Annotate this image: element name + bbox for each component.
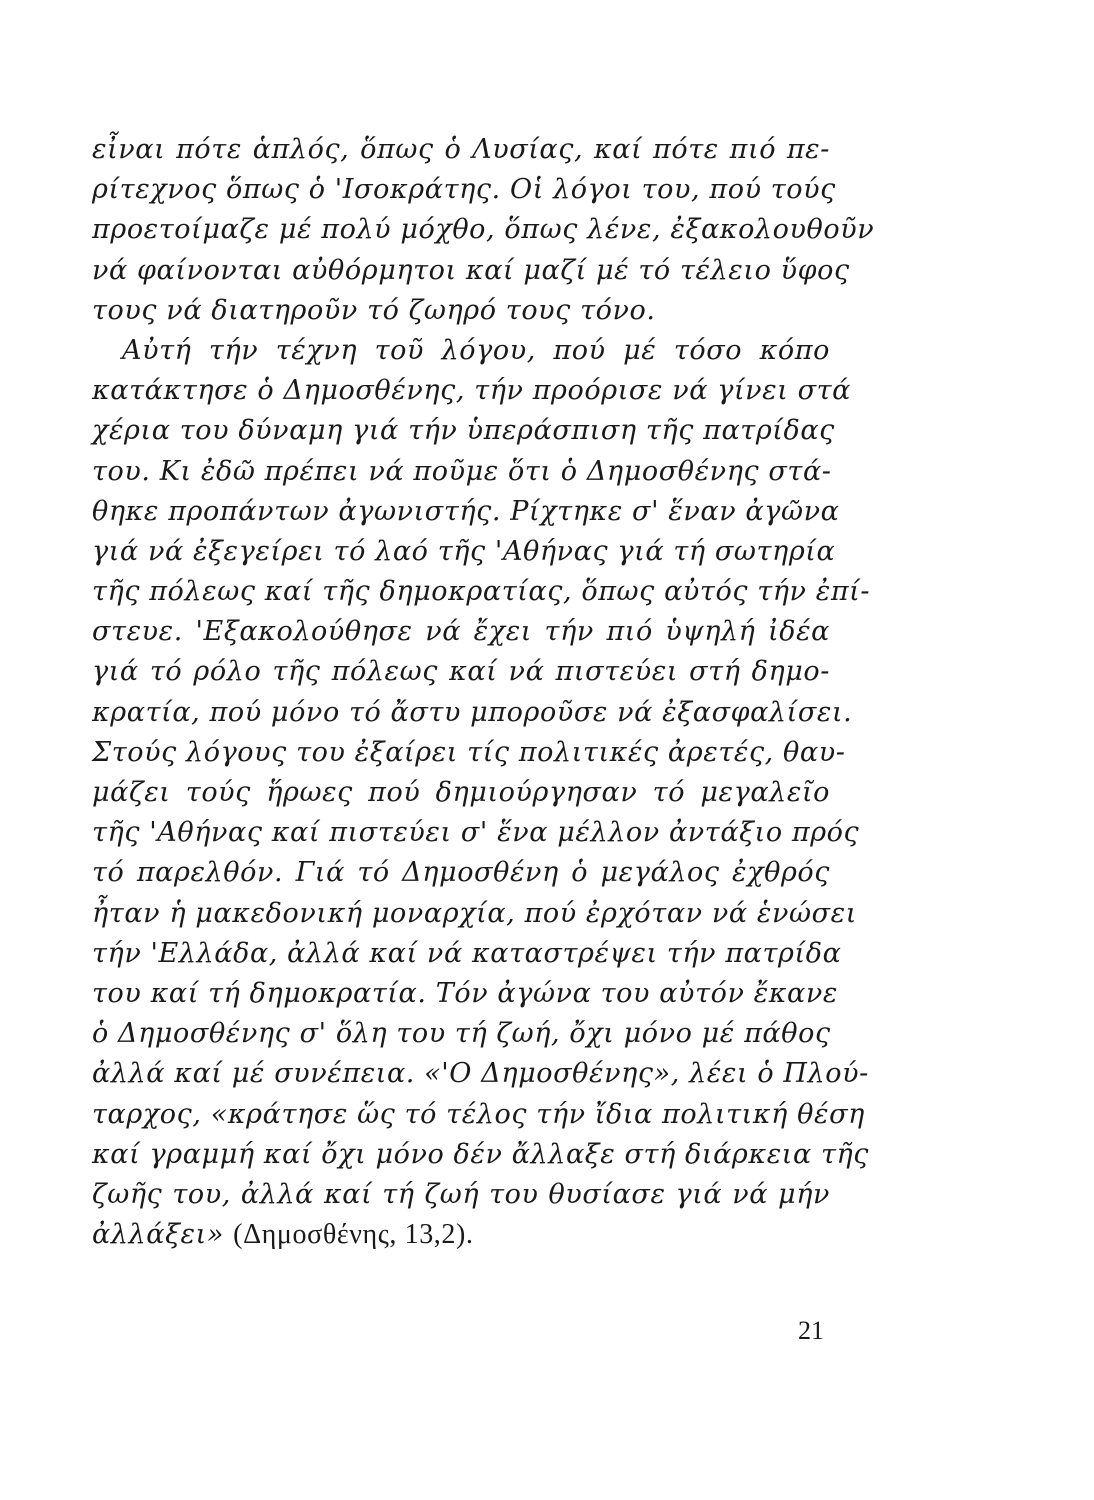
text-line: τους νά διατηροῦν τό ζωηρό τους τόνο. bbox=[92, 294, 656, 326]
text-line: προετοίμαζε μέ πολύ μόχθο, ὅπως λένε, ἐξακολουθοῦν bbox=[92, 214, 875, 246]
text-line-final bbox=[92, 1215, 830, 1255]
closing-quote-text: ἀλλάξει» bbox=[92, 1219, 224, 1251]
text-line: τήν 'Ελλάδα, ἀλλά καί νά καταστρέψει τήν πατρίδα bbox=[92, 937, 842, 969]
text-line: καί γραμμή καί ὄχι μόνο δέν ἄλλαξε στή διάρκεια τῆς bbox=[92, 1138, 870, 1170]
text-line: μάζει τούς ἥρωες πού δημιούργησαν τό μεγαλεῖο bbox=[92, 777, 830, 808]
page-number: 21 bbox=[798, 1316, 824, 1345]
text-line: ὁ Δημοσθένης σ' ὅλη του τή ζωή, ὄχι μόνο μέ πάθος bbox=[92, 1018, 831, 1050]
text-line: στευε. 'Εξακολούθησε νά ἔχει τήν πιό ὑψηλή ἰδέα bbox=[92, 616, 830, 648]
body-text bbox=[92, 130, 875, 1255]
text-line: ζωῆς του, ἀλλά καί τή ζωή του θυσίασε γιά νά μήν bbox=[92, 1178, 830, 1210]
text-line: του καί τή δημοκρατία. Τόν ἀγώνα του αὐτόν ἔκανε bbox=[92, 977, 838, 1009]
text-line: ρίτεχνος ὅπως ὁ 'Ισοκράτης. Οἱ λόγοι του, πού τούς bbox=[92, 174, 836, 206]
text-line: χέρια του δύναμη γιά τήν ὑπεράσπιση τῆς πατρίδας bbox=[92, 415, 835, 447]
text-line: τῆς πόλεως καί τῆς δημοκρατίας, ὅπως αὐτός τήν ἐπί- bbox=[92, 576, 871, 608]
text-line: Στούς λόγους του ἐξαίρει τίς πολιτικές ἀρετές, θαυ- bbox=[92, 736, 846, 768]
text-line: εἶναι πότε ἁπλός, ὅπως ὁ Λυσίας, καί πότε πιό πε- bbox=[92, 134, 830, 165]
text-line: τῆς 'Αθήνας καί πιστεύει σ' ἕνα μέλλον ἀντάξιο πρός bbox=[92, 817, 860, 849]
citation: (Δημοσθένης, 13,2). bbox=[233, 1219, 474, 1251]
text-line: θηκε προπάντων ἀγωνιστής. Ρίχτηκε σ' ἕναν ἀγῶνα bbox=[92, 495, 840, 527]
text-line: γιά τό ρόλο τῆς πόλεως καί νά πιστεύει στή δημο- bbox=[92, 656, 830, 688]
text-line: Αὐτή τήν τέχνη τοῦ λόγου, πού μέ τόσο κόπο bbox=[122, 334, 830, 366]
text-line: γιά νά ἐξεγείρει τό λαό τῆς 'Αθήνας γιά τή σωτηρία bbox=[92, 535, 836, 567]
text-line: νά φαίνονται αὐθόρμητοι καί μαζί μέ τό τέλειο ὕφος bbox=[92, 254, 850, 286]
text-line: ταρχος, «κράτησε ὥς τό τέλος τήν ἴδια πολιτική θέση bbox=[92, 1098, 865, 1130]
text-line: ἦταν ἡ μακεδονική μοναρχία, πού ἐρχόταν νά ἑνώσει bbox=[92, 897, 857, 929]
text-line: κρατία, πού μόνο τό ἄστυ μποροῦσε νά ἐξασφαλίσει. bbox=[92, 696, 853, 728]
text-line: κατάκτησε ὁ Δημοσθένης, τήν προόρισε νά γίνει στά bbox=[92, 375, 852, 407]
text-line: του. Κι ἐδῶ πρέπει νά ποῦμε ὅτι ὁ Δημοσθένης στά- bbox=[92, 455, 832, 487]
text-line: ἀλλά καί μέ συνέπεια. «'Ο Δημοσθένης», λέει ὁ Πλού- bbox=[92, 1058, 869, 1090]
text-line: τό παρελθόν. Γιά τό Δημοσθένη ὁ μεγάλος ἐχθρός bbox=[92, 857, 830, 889]
